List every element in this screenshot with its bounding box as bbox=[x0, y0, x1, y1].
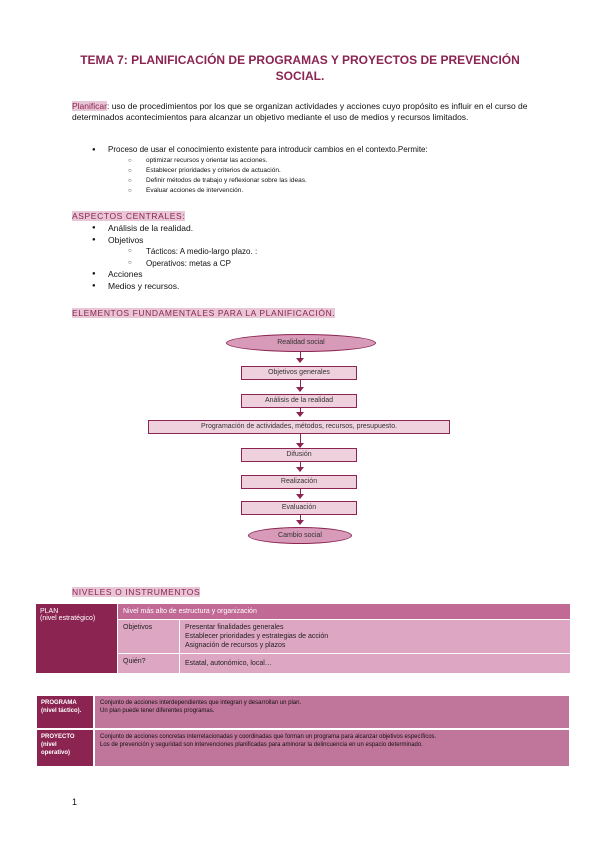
programa-desc: Conjunto de acciones interdependientes que integran y desarrollan un plan. Un plan puede tener diferentes programas. bbox=[94, 695, 570, 729]
niveles-heading: NIVELES O INSTRUMENTOS bbox=[72, 587, 201, 597]
flow-node-evaluacion: Evaluación bbox=[241, 501, 357, 515]
list-item: ○ Definir métodos de trabajo y reflexionar sobre las ideas. bbox=[128, 176, 512, 186]
list-item: ● Medios y recursos. bbox=[92, 281, 512, 293]
quien-cell: Estatal, autonómico, local… bbox=[180, 654, 571, 674]
process-sublist bbox=[128, 156, 512, 196]
plan-top-cell: Nivel más alto de estructura y organización bbox=[118, 604, 571, 620]
programa-proyecto-table bbox=[35, 694, 571, 768]
arrow-down-icon bbox=[296, 358, 304, 363]
list-item: ● Acciones bbox=[92, 269, 512, 281]
definition-term: Planificar bbox=[72, 101, 107, 111]
list-item: ○ Tácticos: A medio-largo plazo. : bbox=[128, 246, 512, 258]
list-item: ● Objetivos ○ Tácticos: A medio-largo plazo. : ○ Operativos: metas a CP bbox=[92, 235, 512, 270]
proyecto-cell: PROYECTO (nivel operativo) bbox=[36, 729, 94, 767]
list-item: ● Análisis de la realidad. bbox=[92, 223, 512, 235]
flow-node-analisis: Análisis de la realidad bbox=[241, 394, 357, 408]
plan-table bbox=[35, 603, 571, 674]
arrow-down-icon bbox=[296, 467, 304, 472]
programa-cell: PROGRAMA (nivel táctico). bbox=[36, 695, 94, 729]
list-item: ○ optimizar recursos y orientar las acciones. bbox=[128, 156, 512, 166]
elementos-heading: ELEMENTOS FUNDAMENTALES PARA LA PLANIFICACIÓN. bbox=[72, 308, 336, 318]
arrow-down-icon bbox=[296, 412, 304, 417]
page-title: TEMA 7: PLANIFICACIÓN DE PROGRAMAS Y PROYECTOS DE PREVENCIÓN SOCIAL. bbox=[80, 53, 520, 83]
aspectos-list bbox=[92, 223, 512, 292]
flow-node-objetivos: Objetivos generales bbox=[241, 366, 357, 380]
flow-node-programacion: Programación de actividades, métodos, recursos, presupuesto. bbox=[148, 420, 450, 434]
quien-label: Quién? bbox=[118, 654, 180, 674]
page-number: 1 bbox=[72, 797, 78, 807]
planning-flowchart bbox=[0, 330, 600, 550]
definition-paragraph bbox=[72, 101, 532, 123]
list-item: ○ Evaluar acciones de intervención. bbox=[128, 186, 512, 196]
process-list bbox=[92, 145, 512, 196]
aspectos-heading: ASPECTOS CENTRALES: bbox=[72, 211, 186, 221]
flow-node-realizacion: Realización bbox=[241, 475, 357, 489]
list-item bbox=[92, 145, 512, 196]
definition-text: : uso de procedimientos por los que se organizan actividades y acciones cuyo propósito es influir en el curso de determinados acontecimientos para alcanzar un objetivo mediante el uso de medios y recursos limitados. bbox=[72, 101, 528, 122]
process-label: Proceso de usar el conocimiento existente para introducir cambios en el contexto.Permite: bbox=[108, 145, 428, 154]
plan-cell: PLAN (nivel estratégico) bbox=[36, 604, 118, 674]
flow-node-difusion: Difusión bbox=[241, 448, 357, 462]
arrow-down-icon bbox=[296, 520, 304, 525]
objetivos-label: Objetivos bbox=[118, 620, 180, 654]
list-item: ○ Operativos: metas a CP bbox=[128, 258, 512, 270]
flow-node-cambio: Cambio social bbox=[248, 527, 352, 544]
list-item: ○ Establecer prioridades y criterios de actuación. bbox=[128, 166, 512, 176]
objetivos-sublist bbox=[128, 246, 512, 269]
arrow-down-icon bbox=[296, 387, 304, 392]
proyecto-desc: Conjunto de acciones concretas interrelacionadas y coordinadas que forman un programa para alcanzar objetivos específicos. Los de prevención y seguridad son intervenciones planificadas para aminorar la delincuencia en un espacio determinado. bbox=[94, 729, 570, 767]
flow-node-realidad: Realidad social bbox=[226, 334, 376, 352]
objetivos-cell: Presentar finalidades generales Establecer prioridades y estrategias de acción Asignación de recursos y plazos bbox=[180, 620, 571, 654]
arrow-down-icon bbox=[296, 494, 304, 499]
